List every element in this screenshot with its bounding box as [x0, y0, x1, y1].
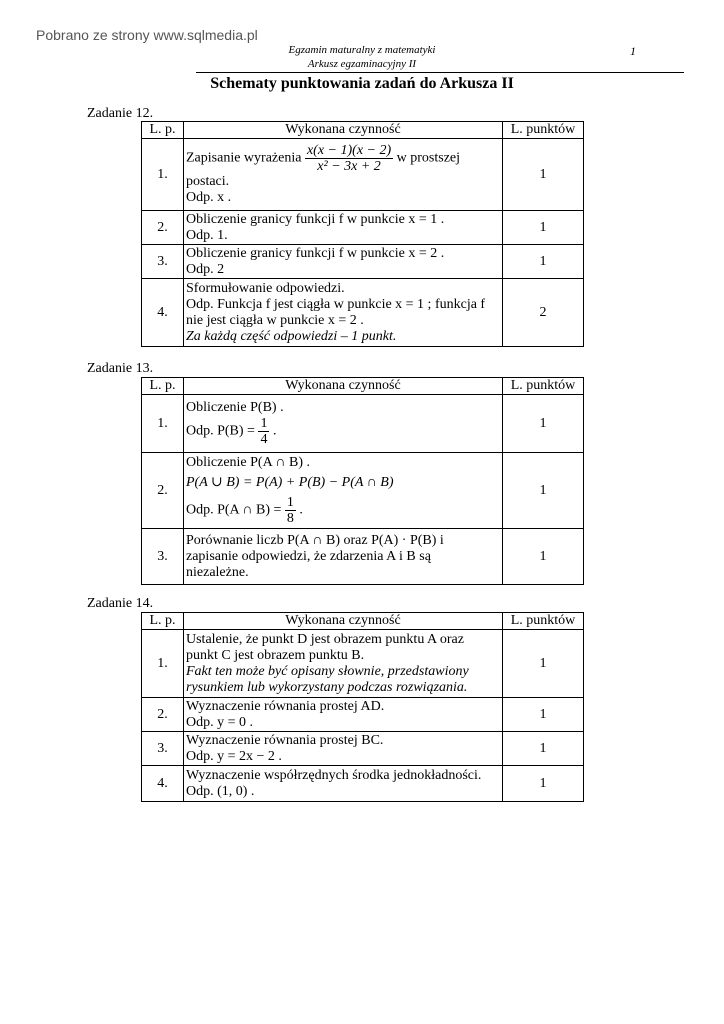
action-cell: [184, 630, 503, 698]
action-line: Ustalenie, że punkt D jest obrazem punktu A oraz: [186, 631, 464, 647]
answer-text: .: [272, 423, 277, 439]
action-line: Obliczenie P(A ∩ B) .: [186, 455, 311, 470]
row-number: 2.: [142, 453, 184, 529]
action-cell: [184, 529, 503, 585]
points-cell: 2: [503, 279, 584, 347]
points-cell: 1: [503, 766, 584, 802]
row-number: 3.: [142, 732, 184, 766]
col-points-header: L. punktów: [503, 378, 584, 395]
task-13-label: Zadanie 13.: [87, 361, 154, 376]
task-14-label: Zadanie 14.: [87, 596, 154, 611]
action-cell: [184, 245, 503, 279]
action-line: Porównanie liczb P(A ∩ B) oraz P(A) · P(B) i: [186, 532, 444, 548]
table-header-row: [142, 122, 584, 139]
answer-line: Odp. (1, 0) .: [186, 783, 255, 799]
points-cell: 1: [503, 245, 584, 279]
points-cell: 1: [503, 453, 584, 529]
answer-line: Odp. y = 2x − 2 .: [186, 748, 282, 764]
table-row: [142, 211, 584, 245]
points-cell: 1: [503, 630, 584, 698]
table-row: [142, 766, 584, 802]
action-line: Obliczenie P(B) .: [186, 400, 284, 415]
answer-line: Odp. 1.: [186, 227, 228, 243]
table-row: [142, 245, 584, 279]
task-14-table: [141, 612, 584, 802]
action-text: w prostszej: [396, 150, 461, 166]
fraction: [305, 143, 393, 174]
action-cell: [184, 211, 503, 245]
row-number: 1.: [142, 395, 184, 453]
row-number: 1.: [142, 139, 184, 211]
sheet-name: Arkusz egzaminacyjny II: [307, 58, 417, 70]
page-title: Schematy punktowania zadań do Arkusza II: [210, 75, 514, 92]
points-cell: 1: [503, 139, 584, 211]
task-12-label: Zadanie 12.: [87, 106, 154, 121]
answer-line: [186, 416, 500, 447]
action-line: Wyznaczenie równania prostej AD.: [186, 698, 385, 714]
exam-name: Egzamin maturalny z matematyki: [288, 44, 436, 56]
table-row: [142, 529, 584, 585]
col-points-header: L. punktów: [503, 613, 584, 630]
task-13-table: [141, 377, 584, 585]
table-row: [142, 698, 584, 732]
answer-text: Odp. P(A ∩ B) =: [186, 502, 282, 518]
task-12-table: [141, 121, 584, 347]
fraction: [285, 495, 296, 526]
page-number: 1: [630, 44, 636, 58]
action-line: [186, 143, 500, 174]
row-number: 3.: [142, 529, 184, 585]
col-lp-header: L. p.: [142, 613, 184, 630]
action-line: Wyznaczenie równania prostej BC.: [186, 732, 384, 748]
answer-line: nie jest ciągła w punkcie x = 2 .: [186, 312, 364, 328]
row-number: 3.: [142, 245, 184, 279]
col-action-header: Wykonana czynność: [184, 122, 503, 139]
col-action-header: Wykonana czynność: [184, 613, 503, 630]
action-line: zapisanie odpowiedzi, że zdarzenia A i B są: [186, 548, 431, 564]
action-text: Zapisanie wyrażenia: [186, 150, 302, 166]
scoring-note: Fakt ten może być opisany słownie, przedstawiony: [186, 663, 469, 679]
action-cell: [184, 139, 503, 211]
row-number: 2.: [142, 211, 184, 245]
points-cell: 1: [503, 732, 584, 766]
source-watermark: Pobrano ze strony www.sqlmedia.pl: [36, 27, 258, 43]
action-line: Sformułowanie odpowiedzi.: [186, 280, 345, 296]
fraction-numerator: 1: [260, 416, 268, 431]
col-lp-header: L. p.: [142, 122, 184, 139]
action-line: Wyznaczenie współrzędnych środka jednokładności.: [186, 767, 482, 783]
action-line: postaci.: [186, 174, 230, 189]
fraction: [258, 416, 269, 447]
formula-line: P(A ∪ B) = P(A) + P(B) − P(A ∩ B): [186, 475, 394, 490]
answer-line: Odp. x .: [186, 190, 232, 205]
fraction-denominator: x² − 3x + 2: [317, 159, 381, 174]
row-number: 4.: [142, 279, 184, 347]
action-line: Obliczenie granicy funkcji f w punkcie x = 2 .: [186, 245, 445, 261]
action-line: Obliczenie granicy funkcji f w punkcie x = 1 .: [186, 211, 445, 227]
action-line: niezależne.: [186, 564, 249, 580]
table-row: [142, 453, 584, 529]
answer-line: [186, 495, 500, 526]
action-cell: [184, 453, 503, 529]
col-action-header: Wykonana czynność: [184, 378, 503, 395]
action-cell: [184, 766, 503, 802]
answer-text: Odp. P(B) =: [186, 423, 255, 439]
header-rule: [196, 72, 684, 73]
row-number: 1.: [142, 630, 184, 698]
fraction-denominator: 8: [286, 511, 294, 526]
scoring-note: Za każdą część odpowiedzi – 1 punkt.: [186, 328, 397, 344]
points-cell: 1: [503, 211, 584, 245]
fraction-numerator: x(x − 1)(x − 2): [306, 143, 392, 158]
table-row: [142, 139, 584, 211]
answer-text: .: [299, 502, 303, 518]
fraction-denominator: 4: [260, 432, 268, 447]
table-row: [142, 395, 584, 453]
answer-line: Odp. Funkcja f jest ciągła w punkcie x = 1 ; funkcja f: [186, 296, 486, 312]
answer-line: Odp. 2: [186, 261, 225, 277]
table-row: [142, 279, 584, 347]
table-header-row: [142, 613, 584, 630]
action-cell: [184, 279, 503, 347]
row-number: 2.: [142, 698, 184, 732]
table-row: [142, 630, 584, 698]
action-cell: [184, 698, 503, 732]
points-cell: 1: [503, 395, 584, 453]
points-cell: 1: [503, 529, 584, 585]
action-cell: [184, 732, 503, 766]
answer-line: Odp. y = 0 .: [186, 714, 254, 730]
row-number: 4.: [142, 766, 184, 802]
action-line: punkt C jest obrazem punktu B.: [186, 647, 365, 663]
table-row: [142, 732, 584, 766]
col-points-header: L. punktów: [503, 122, 584, 139]
action-cell: [184, 395, 503, 453]
fraction-numerator: 1: [286, 495, 294, 510]
points-cell: 1: [503, 698, 584, 732]
col-lp-header: L. p.: [142, 378, 184, 395]
scoring-note: rysunkiem lub wykorzystany podczas rozwiązania.: [186, 679, 468, 695]
table-header-row: [142, 378, 584, 395]
